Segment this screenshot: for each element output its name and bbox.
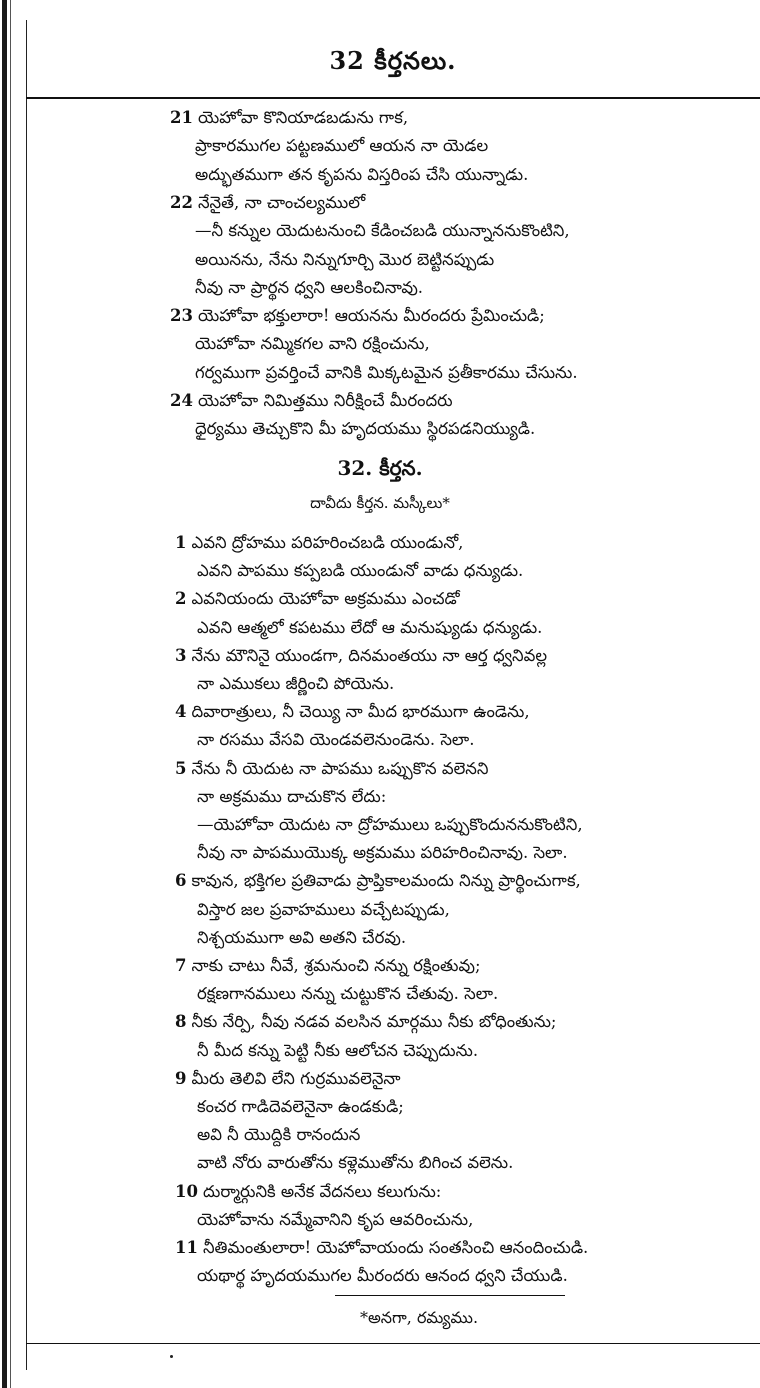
verse-line xyxy=(175,1012,556,1032)
verse-line xyxy=(175,1238,588,1258)
verse-line xyxy=(170,391,453,411)
verse-number: 5 xyxy=(175,758,187,778)
verse-line xyxy=(197,730,474,750)
verse-number: 1 xyxy=(175,533,187,552)
verse-line xyxy=(197,900,450,920)
verse-number: 2 xyxy=(175,589,187,609)
verse-text: కావున, భక్తిగల ప్రతివాడు ప్రాప్తికాలమందు నిన్ను ప్రార్థించుగాక, xyxy=(191,871,581,891)
verse-text: నీవు నా ప్రార్థన ధ్వని ఆలకించినావు. xyxy=(195,277,424,297)
verse-line xyxy=(170,306,545,326)
verse-text: అయినను, నేను నిన్నుగూర్చి మొర బెట్టినప్పుడు xyxy=(195,249,495,269)
verse-text: విస్తార జల ప్రవాహములు వచ్చేటప్పుడు, xyxy=(197,899,450,919)
verse-line xyxy=(170,193,365,213)
verse-number: 3 xyxy=(175,645,187,665)
verse-number: 21 xyxy=(170,108,193,127)
psalm-title: 32. కీర్తన. xyxy=(337,456,423,480)
verse-line xyxy=(195,136,488,156)
verse-text: నీవు నా పాపముయొక్క అక్రమము పరిహరించినావు. సెలా. xyxy=(197,843,568,863)
binding-edge-line xyxy=(10,0,11,1388)
verse-text: అద్భుతముగా తన కృపను విస్తరింప చేసి యున్నాడు. xyxy=(195,164,529,184)
verse-number: 7 xyxy=(175,956,187,975)
verse-line xyxy=(195,165,528,185)
verse-text: యథార్థ హృదయముగల మీరందరు ఆనంద ధ్వని చేయుడి. xyxy=(197,1266,568,1286)
verse-text: నీతిమంతులారా! యెహోవాయందు సంతసించి ఆనందించుడి. xyxy=(202,1238,589,1257)
verse-line xyxy=(175,1069,401,1089)
verse-text: నా ఎముకలు జీర్ణించి పోయెను. xyxy=(197,674,395,693)
verse-text: కంచర గాడిదెవలెనైనా ఉండకుడి; xyxy=(197,1097,404,1116)
page-border xyxy=(26,20,27,1370)
verse-text: అవి నీ యొద్దికి రానందున xyxy=(197,1125,361,1145)
verse-number: 8 xyxy=(175,1012,187,1032)
verse-line xyxy=(195,363,578,383)
verse-text: నీకు నేర్పి, నీవు నడవ వలసిన మార్గము నీకు బోధింతును; xyxy=(191,1012,557,1032)
verse-line xyxy=(197,1041,478,1061)
verse-text: మీరు తెలివి లేని గుర్రమువలెనైనా xyxy=(191,1068,401,1088)
verse-text: నేను నీ యెదుట నా పాపము ఒప్పుకొన వలెనని xyxy=(191,758,489,778)
verse-line xyxy=(175,702,530,722)
verse-text: రక్షణగానములు నన్ను చుట్టుకొన చేతువు. సెలా. xyxy=(197,984,499,1004)
footnote-rule xyxy=(335,1295,565,1296)
verse-line xyxy=(197,561,523,581)
verse-line xyxy=(175,646,547,666)
verse-line xyxy=(175,759,488,779)
verse-text: యెహోవా కొనియాడబడును గాక, xyxy=(197,108,409,127)
verse-text: దుర్మార్గునికి అనేక వేదనలు కలుగును: xyxy=(202,1181,442,1201)
binding-edge xyxy=(2,0,7,1388)
verse-line xyxy=(175,533,463,553)
verse-line xyxy=(175,871,581,891)
verse-text: యెహోవాను నమ్మేవానిని కృప ఆవరించును, xyxy=(197,1209,474,1229)
verse-line xyxy=(197,618,542,638)
verse-line xyxy=(197,928,406,948)
verse-text: నా అక్రమము దాచుకొన లేదు: xyxy=(197,786,387,806)
verse-line xyxy=(197,787,386,807)
verse-line xyxy=(195,221,570,241)
verse-line xyxy=(195,278,423,298)
verse-line xyxy=(197,1210,473,1230)
verse-text: ఎవని ఆత్మలో కపటము లేదో ఆ మనుష్యుడు ధన్యుడు. xyxy=(197,617,543,637)
verse-line xyxy=(197,1266,568,1286)
verse-line xyxy=(175,589,460,609)
verse-text: వాటి నోరు వారుతోను కళ్లెముతోను బిగించ వలెను. xyxy=(197,1153,514,1173)
verse-text: యెహోవా నమ్మికగల వాని రక్షించును, xyxy=(195,334,430,354)
verse-number: 10 xyxy=(175,1181,198,1201)
verse-text: యెహోవా భక్తులారా! ఆయనను మీరందరు ప్రేమించుడి; xyxy=(197,306,545,326)
verse-text: ఎవనియందు యెహోవా అక్రమము ఎంచడో xyxy=(191,589,460,609)
verse-text: నా రసము వేసవి యెండవలెనుండెను. సెలా. xyxy=(197,730,475,750)
verse-text: నీ మీద కన్ను పెట్టి నీకు ఆలోచన చెప్పుదును. xyxy=(197,1040,479,1060)
verse-number: 11 xyxy=(175,1238,198,1257)
footnote: *అనగా, రమ్యము. xyxy=(360,1308,479,1327)
verse-text: —యెహోవా యెదుట నా ద్రోహములు ఒప్పుకొందుననుకొంటిని, xyxy=(197,815,583,834)
verse-number: 24 xyxy=(170,391,193,410)
verse-line xyxy=(175,956,481,976)
verse-text: ఎవని పాపము కప్పబడి యుండునో వాడు ధన్యుడు. xyxy=(197,561,524,581)
verse-number: 6 xyxy=(175,871,187,891)
speck xyxy=(170,1355,173,1358)
verse-text: ప్రాకారముగల పట్టణములో ఆయన నా యెడల xyxy=(195,136,489,156)
bottom-rule xyxy=(26,1343,760,1344)
verse-text: ఎవని ద్రోహము పరిహరించబడి యుండునో, xyxy=(191,533,464,552)
verse-text: ధైర్యము తెచ్చుకొని మీ హృదయము స్థిరపడనియ్యుడి. xyxy=(195,419,536,439)
verse-text: నాకు చాటు నీవే, శ్రమనుంచి నన్ను రక్షింతువు; xyxy=(191,956,481,975)
verse-text: దివారాత్రులు, నీ చెయ్యి నా మీద భారముగా ఉండెను, xyxy=(191,702,530,722)
psalm-subtitle: దావీదు కీర్తన. మస్కీలు* xyxy=(310,494,450,512)
verse-text: యెహోవా నిమిత్తము నిరీక్షించే మీరందరు xyxy=(197,391,453,410)
verse-line xyxy=(195,334,430,354)
verse-line xyxy=(197,674,394,694)
verse-line xyxy=(175,1182,441,1202)
verse-line xyxy=(197,984,498,1004)
verse-line xyxy=(197,815,583,835)
verse-number: 23 xyxy=(170,306,193,326)
verse-line xyxy=(197,1125,360,1145)
verse-line xyxy=(197,1153,513,1173)
verse-text: నిశ్చయముగా అవి అతని చేరవు. xyxy=(197,927,407,947)
verse-line xyxy=(195,250,494,270)
verse-line xyxy=(195,419,535,439)
page-header: 32 కీర్తనలు. xyxy=(329,46,457,75)
header-rule xyxy=(26,97,760,99)
verse-line xyxy=(197,843,568,863)
verse-text: నేనైతే, నా చాంచల్యములో xyxy=(197,192,366,212)
verse-line xyxy=(197,1097,404,1117)
verse-line xyxy=(170,108,408,128)
verse-text: నేను మౌనినై యుండగా, దినమంతయు నా ఆర్త ధ్వనివల్ల xyxy=(191,645,548,665)
verse-text: గర్వముగా ప్రవర్తించే వానికి మిక్కటమైన ప్రతీకారము చేసును. xyxy=(195,362,578,382)
verse-text: —నీ కన్నుల యెదుటనుంచి కేడించబడి యున్నాననుకొంటిని, xyxy=(195,221,570,241)
verse-number: 9 xyxy=(175,1068,187,1088)
verse-number: 4 xyxy=(175,702,187,722)
verse-number: 22 xyxy=(170,192,193,212)
